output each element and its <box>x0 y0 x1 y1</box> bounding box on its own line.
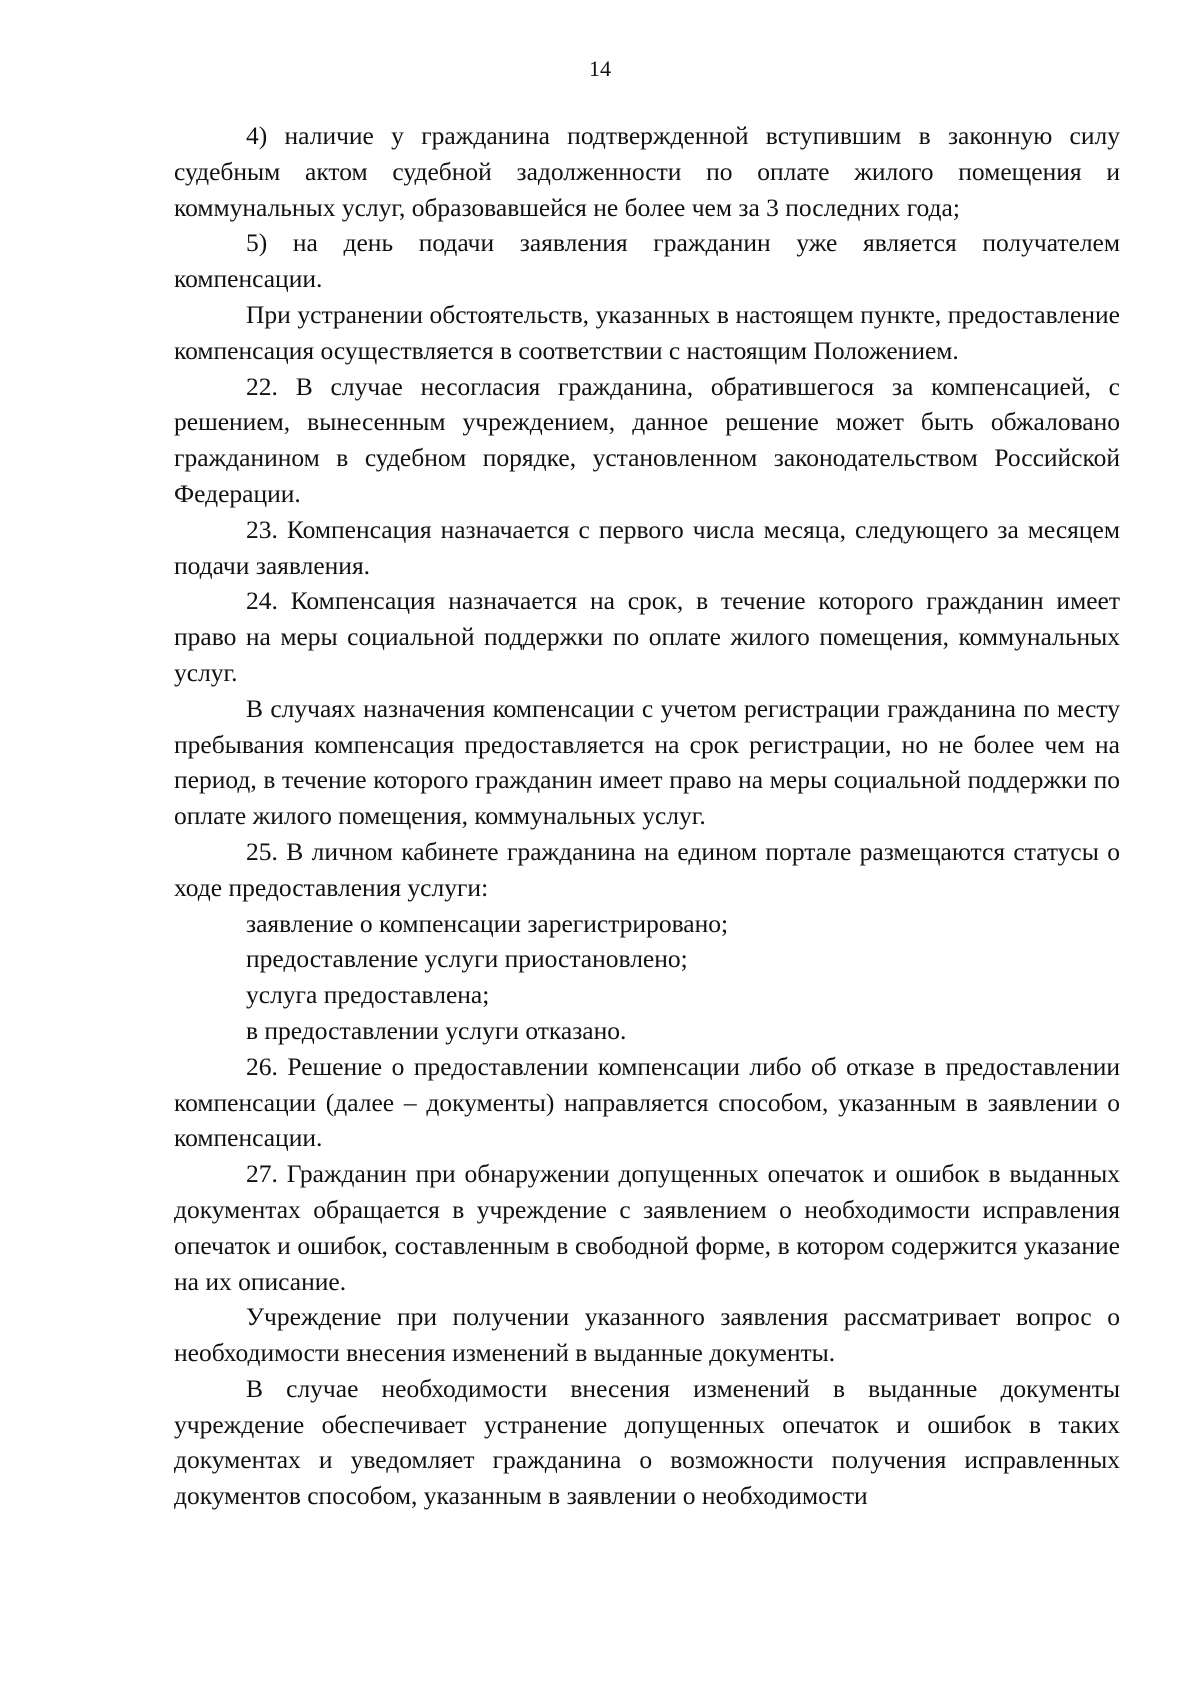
paragraph-elimination: При устранении обстоятельств, указанных в настоящем пункте, предоставление компенсация осуществляется в соответствии с настоящим Положением. <box>174 299 1120 365</box>
paragraph-27-review: Учреждение при получении указанного заявления рассматривает вопрос о необходимости внесения изменений в выданные документы. <box>174 1302 1120 1368</box>
paragraph-23: 23. Компенсация назначается с первого числа месяца, следующего за месяцем подачи заявления. <box>174 514 1120 580</box>
paragraph-27: 27. Гражданин при обнаружении допущенных опечаток и ошибок в выданных документах обращается в учреждение с заявлением о необходимости исправления опечаток и ошибок, составленным в свободной форме, в котором содержится указание на их описание. <box>174 1159 1120 1296</box>
paragraph-26: 26. Решение о предоставлении компенсации либо об отказе в предоставлении компенсации (далее – документы) направляется способом, указанным в заявлении о компенсации. <box>174 1051 1120 1153</box>
paragraph-item-4: 4) наличие у гражданина подтвержденной вступившим в законную силу судебным актом судебной задолженности по оплате жилого помещения и коммунальных услуг, образовавшейся не более чем за 3 последних года; <box>174 121 1120 222</box>
paragraph-22: 22. В случае несогласия гражданина, обратившегося за компенсацией, с решением, вынесенным учреждением, данное решение может быть обжаловано гражданином в судебном порядке, установленном законодательством Российской Федерации. <box>174 371 1120 508</box>
status-suspended: предоставление услуги приостановлено; <box>246 944 688 974</box>
paragraph-25: 25. В личном кабинете гражданина на едином портале размещаются статусы о ходе предоставления услуги: <box>174 836 1120 902</box>
paragraph-27-correction: В случае необходимости внесения изменений в выданные документы учреждение обеспечивает устранение допущенных опечаток и ошибок в таких документах и уведомляет гражданина о возможности получения исправленных документов способом, указанным в заявлении о необходимости <box>174 1373 1120 1511</box>
status-refused: в предоставлении услуги отказано. <box>246 1015 627 1045</box>
paragraph-24-registration: В случаях назначения компенсации с учетом регистрации гражданина по месту пребывания компенсация предоставляется на срок регистрации, но не более чем на период, в течение которого гражданин имеет право на меры социальной поддержки по оплате жилого помещения, коммунальных услуг. <box>174 693 1120 831</box>
page-number: 14 <box>589 56 611 81</box>
status-provided: услуга предоставлена; <box>246 980 490 1010</box>
document-body <box>174 118 1120 1514</box>
paragraph-item-5: 5) на день подачи заявления гражданин уже является получателем компенсации. <box>174 228 1120 294</box>
paragraph-24: 24. Компенсация назначается на срок, в течение которого гражданин имеет право на меры социальной поддержки по оплате жилого помещения, коммунальных услуг. <box>174 586 1120 687</box>
status-registered: заявление о компенсации зарегистрировано; <box>246 908 729 938</box>
